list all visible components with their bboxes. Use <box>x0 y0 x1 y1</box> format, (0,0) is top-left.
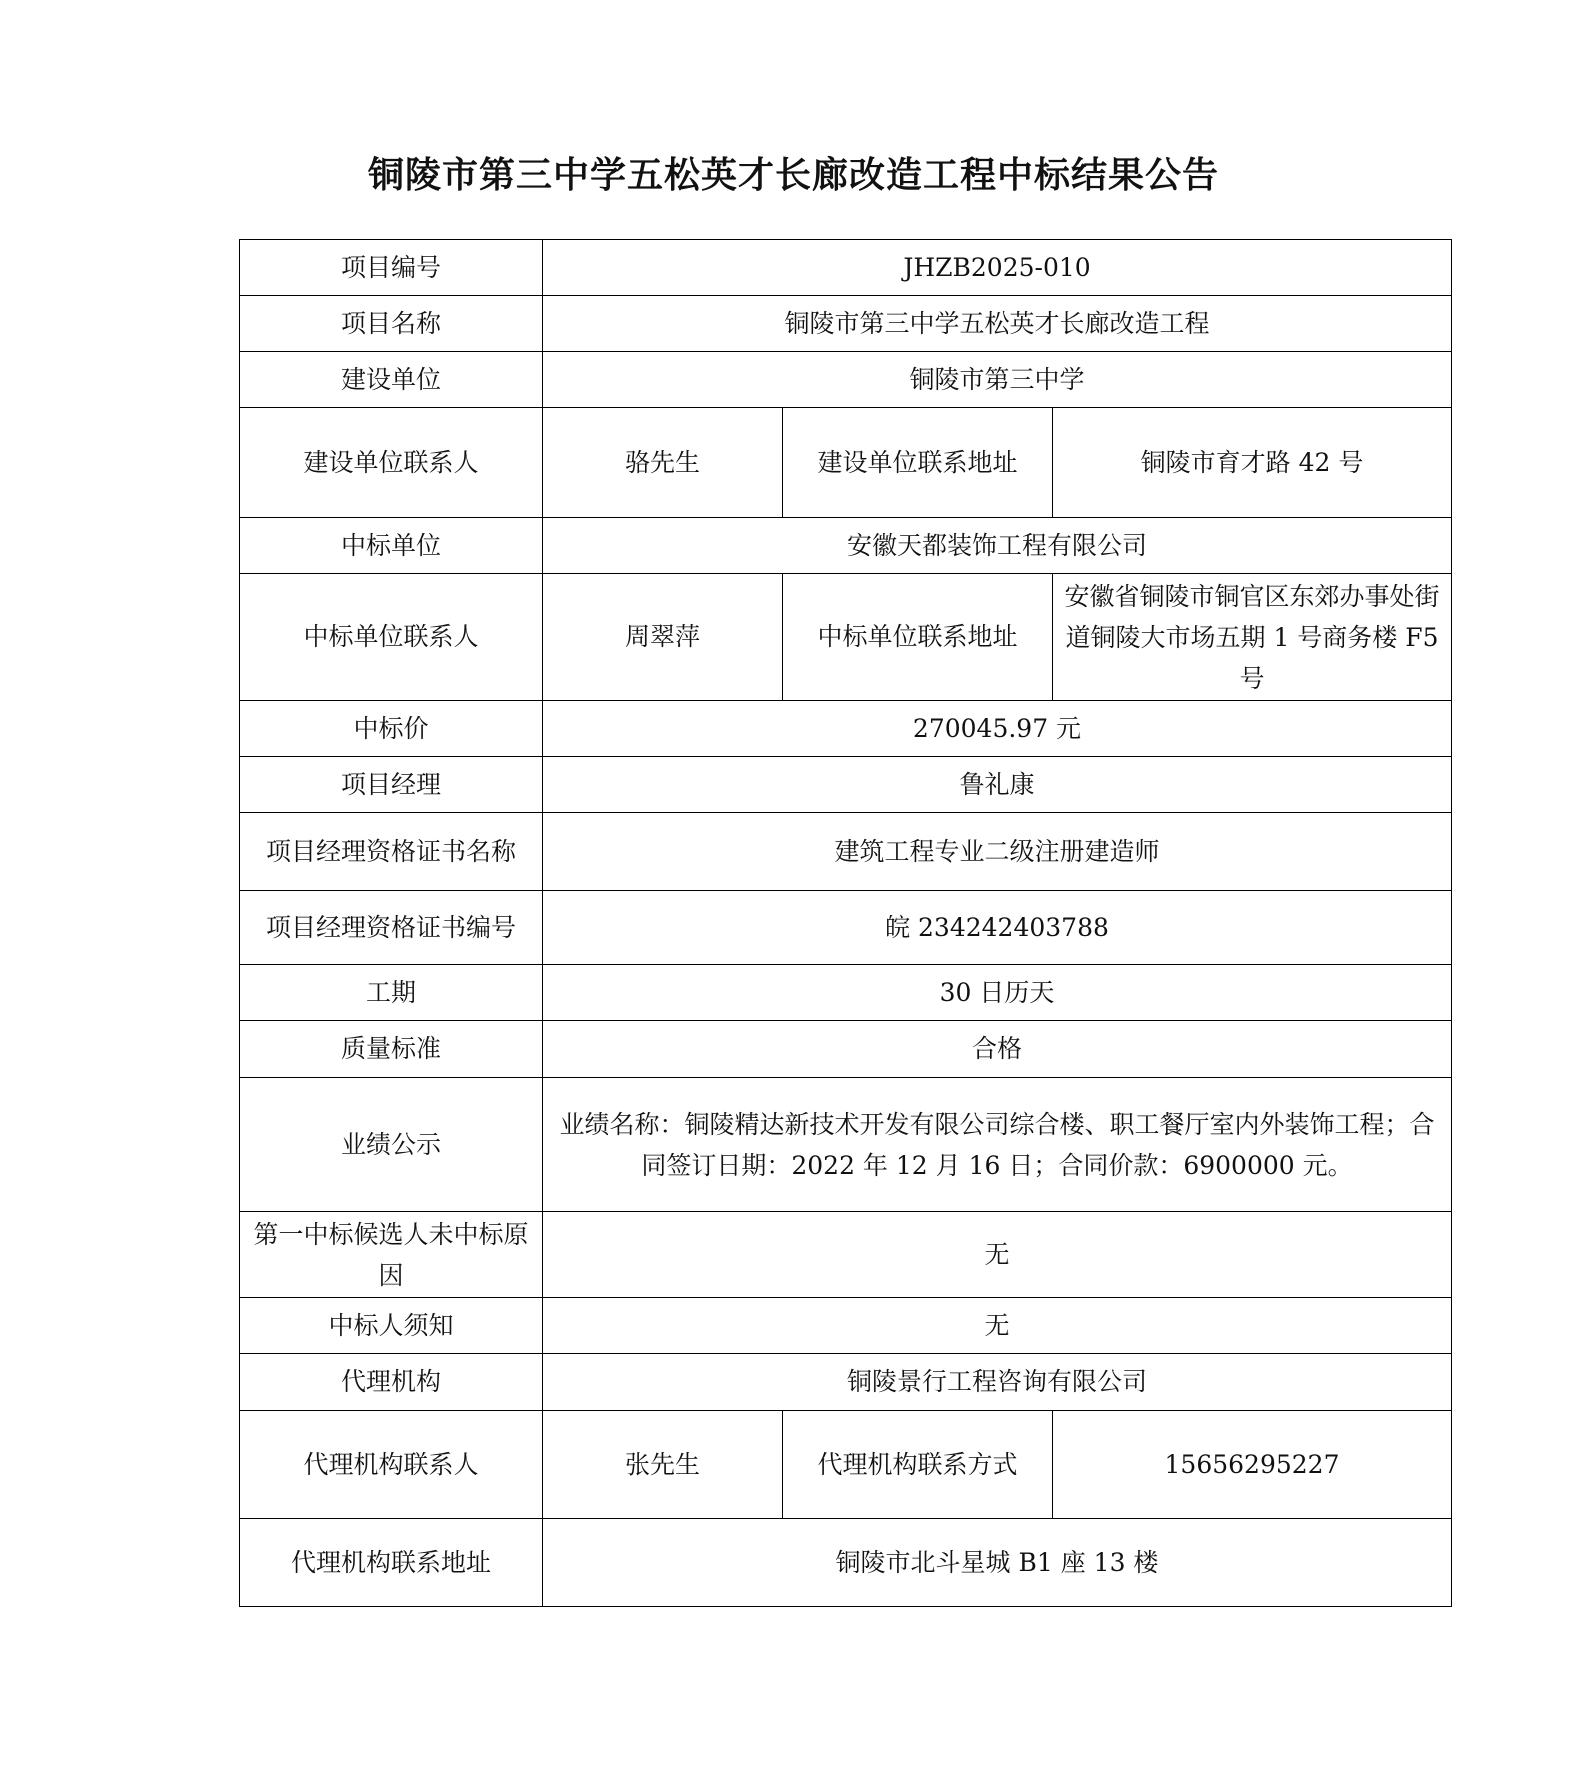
builder-value: 铜陵市第三中学 <box>543 352 1452 408</box>
table-row <box>240 408 1452 518</box>
first-candidate-reason-label: 第一中标候选人未中标原因 <box>240 1212 543 1298</box>
table-row <box>240 240 1452 296</box>
performance-value: 业绩名称：铜陵精达新技术开发有限公司综合楼、职工餐厅室内外装饰工程；合同签订日期：2022 年 12 月 16 日；合同价款：6900000 元。 <box>543 1078 1452 1212</box>
project-name-label: 项目名称 <box>240 296 543 352</box>
price-label: 中标价 <box>240 701 543 757</box>
table-row <box>240 518 1452 574</box>
duration-value: 30 日历天 <box>543 965 1452 1021</box>
builder-contact-label: 建设单位联系人 <box>240 408 543 518</box>
project-no-label: 项目编号 <box>240 240 543 296</box>
table-row <box>240 757 1452 813</box>
winner-notice-label: 中标人须知 <box>240 1298 543 1354</box>
table-row <box>240 1298 1452 1354</box>
manager-label: 项目经理 <box>240 757 543 813</box>
project-no-value: JHZB2025-010 <box>543 240 1452 296</box>
table-row <box>240 965 1452 1021</box>
performance-label: 业绩公示 <box>240 1078 543 1212</box>
winner-label: 中标单位 <box>240 518 543 574</box>
agency-phone-value: 15656295227 <box>1053 1411 1452 1519</box>
agency-contact-label: 代理机构联系人 <box>240 1411 543 1519</box>
cert-no-value: 皖 234242403788 <box>543 891 1452 965</box>
quality-value: 合格 <box>543 1021 1452 1078</box>
winner-contact-label: 中标单位联系人 <box>240 574 543 701</box>
winner-address-value: 安徽省铜陵市铜官区东郊办事处街道铜陵大市场五期 1 号商务楼 F5 号 <box>1053 574 1452 701</box>
table-row <box>240 701 1452 757</box>
builder-label: 建设单位 <box>240 352 543 408</box>
table-row <box>240 1354 1452 1411</box>
winner-notice-value: 无 <box>543 1298 1452 1354</box>
cert-name-value: 建筑工程专业二级注册建造师 <box>543 813 1452 891</box>
table-row <box>240 352 1452 408</box>
winner-contact-value: 周翠萍 <box>543 574 783 701</box>
agency-phone-label: 代理机构联系方式 <box>783 1411 1053 1519</box>
first-candidate-reason-value: 无 <box>543 1212 1452 1298</box>
price-value: 270045.97 元 <box>543 701 1452 757</box>
builder-contact-value: 骆先生 <box>543 408 783 518</box>
manager-value: 鲁礼康 <box>543 757 1452 813</box>
winner-address-label: 中标单位联系地址 <box>783 574 1053 701</box>
table-row <box>240 1212 1452 1298</box>
table-row <box>240 1411 1452 1519</box>
duration-label: 工期 <box>240 965 543 1021</box>
builder-address-label: 建设单位联系地址 <box>783 408 1053 518</box>
page-title: 铜陵市第三中学五松英才长廊改造工程中标结果公告 <box>367 155 1219 196</box>
cert-name-label: 项目经理资格证书名称 <box>240 813 543 891</box>
table-row <box>240 1519 1452 1607</box>
table-row <box>240 813 1452 891</box>
agency-label: 代理机构 <box>240 1354 543 1411</box>
result-table <box>239 239 1452 1607</box>
table-row <box>240 1078 1452 1212</box>
table-row <box>240 296 1452 352</box>
agency-value: 铜陵景行工程咨询有限公司 <box>543 1354 1452 1411</box>
builder-address-value: 铜陵市育才路 42 号 <box>1053 408 1452 518</box>
project-name-value: 铜陵市第三中学五松英才长廊改造工程 <box>543 296 1452 352</box>
agency-contact-value: 张先生 <box>543 1411 783 1519</box>
agency-address-label: 代理机构联系地址 <box>240 1519 543 1607</box>
table-row <box>240 1021 1452 1078</box>
table-row <box>240 891 1452 965</box>
winner-value: 安徽天都装饰工程有限公司 <box>543 518 1452 574</box>
agency-address-value: 铜陵市北斗星城 B1 座 13 楼 <box>543 1519 1452 1607</box>
quality-label: 质量标准 <box>240 1021 543 1078</box>
cert-no-label: 项目经理资格证书编号 <box>240 891 543 965</box>
table-row <box>240 574 1452 701</box>
